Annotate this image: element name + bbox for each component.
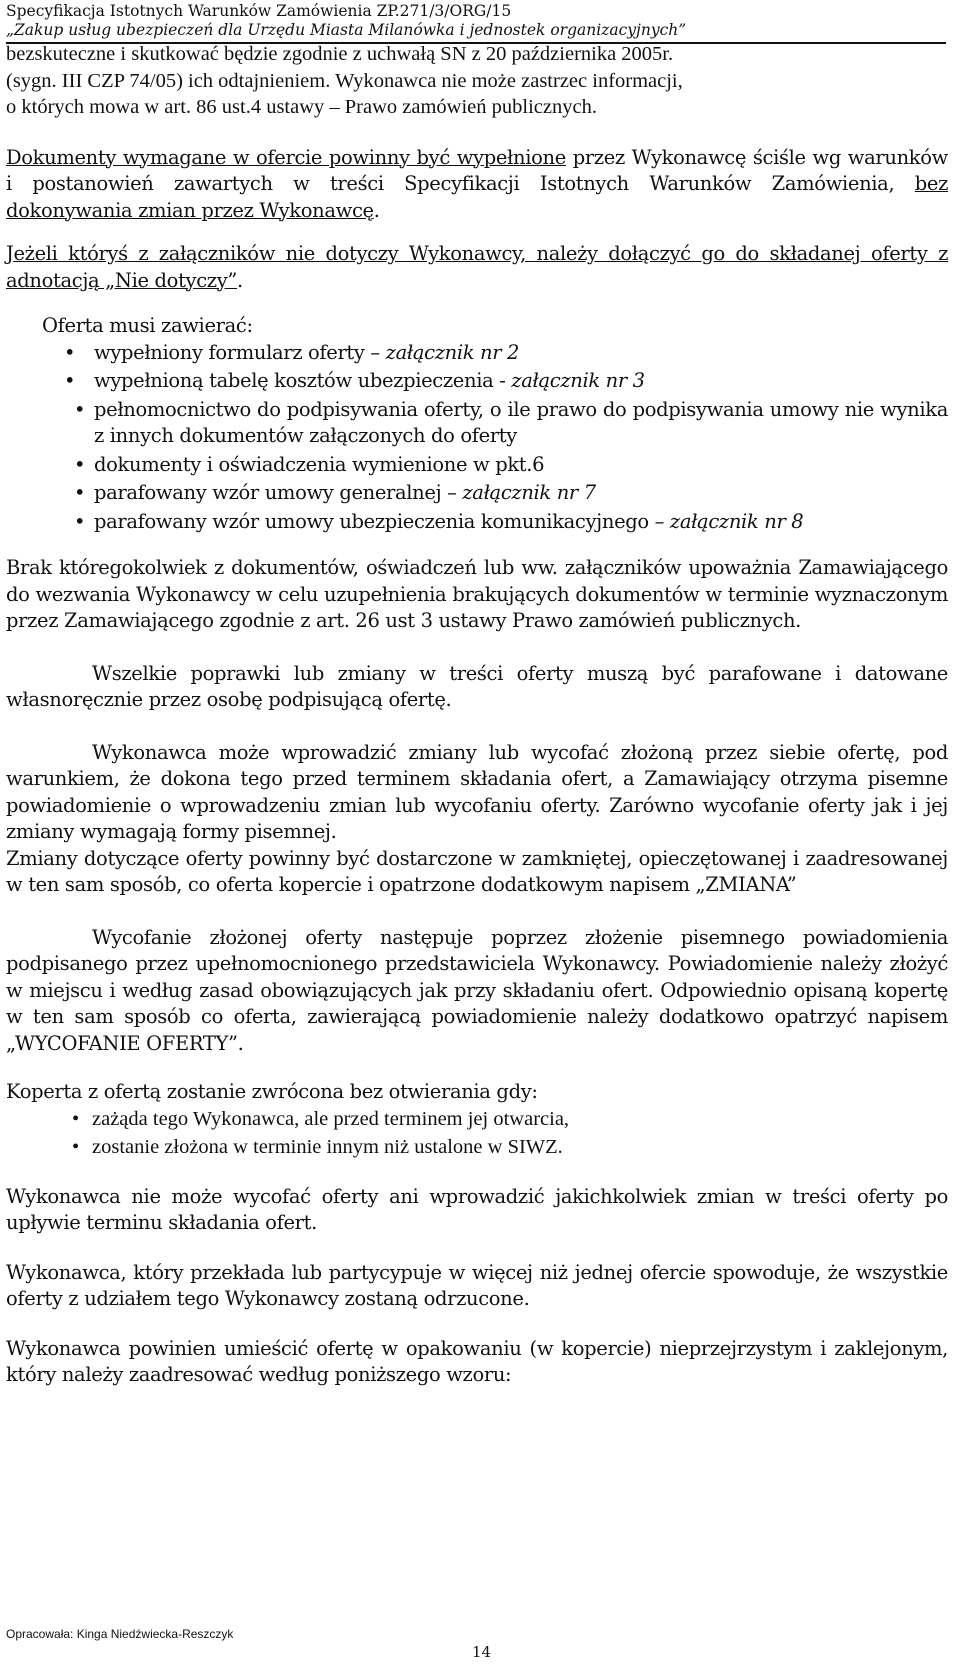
bullet-icon: • [74, 397, 86, 421]
paragraph-zmiany: Zmiany dotyczące oferty powinny być dostarczone w zamkniętej, opieczętowanej i zaadresowanej w ten sam sposób, co oferta kopercie i opatrzone dodatkowym napisem „ZMIANA” [6, 846, 948, 896]
list-item: • zostanie złożona w terminie innym niż ustalone w SIWZ. [6, 1134, 948, 1161]
jezeli-underlined: Jeżeli któryś z załączników nie dotyczy Wykonawcy, należy dołączyć go do składanej oferty z adnotacją „Nie dotyczy” [6, 242, 948, 292]
dokumenty-text-1: przez Wykonawcę ściśle wg warunków i postanowień zawartych w treści Specyfikacji Istotnych Warunków Zamówienia, [6, 145, 948, 195]
list-item: • wypełnioną tabelę kosztów ubezpieczenia - załącznik nr 3 [6, 368, 948, 395]
list-item: • pełnomocnictwo do podpisywania oferty, o ile prawo do podpisywania umowy nie wynika z innych dokumentów załączonych do oferty [74, 397, 948, 447]
jezeli-text: . [237, 268, 243, 292]
header-title: Specyfikacja Istotnych Warunków Zamówienia ZP.271/3/ORG/15 [6, 2, 512, 20]
paragraph-opakowanie: Wykonawca powinien umieścić ofertę w opakowaniu (w kopercie) nieprzejrzystym i zaklejonym, który należy zaadresować według poniższego wzoru: [6, 1336, 948, 1386]
bullet-icon: • [64, 369, 76, 392]
paragraph-nie-moze: Wykonawca nie może wycofać oferty ani wprowadzić jakichkolwiek zmian w treści oferty po upływie terminu składania ofert. [6, 1184, 948, 1234]
list-item: • parafowany wzór umowy generalnej – załącznik nr 7 [6, 480, 948, 507]
bullet-icon: • [74, 481, 86, 504]
page-number: 14 [472, 1643, 492, 1661]
dokumenty-underlined-2: bez dokonywania zmian przez Wykonawcę [6, 172, 948, 222]
paragraph-poprawki: Wszelkie poprawki lub zmiany w treści oferty muszą być parafowane i datowane własnoręcznie przez osobę podpisującą ofertę. [6, 661, 948, 711]
bullet-icon: • [72, 1107, 80, 1130]
list-item: • zażąda tego Wykonawca, ale przed terminem jej otwarcia, [6, 1106, 948, 1133]
footer-author: Opracowała: Kinga Niedźwiecka-Reszczyk [6, 1627, 234, 1641]
bullet-icon: • [74, 452, 86, 476]
paragraph-dokumenty [6, 145, 948, 225]
header-subtitle: „Zakup usług ubezpieczeń dla Urzędu Miasta Milanówka i jednostek organizacyjnych” [6, 21, 687, 39]
koperta-heading: Koperta z ofertą zostanie zwrócona bez otwierania gdy: [6, 1080, 538, 1103]
dokumenty-underlined-1: Dokumenty wymagane w ofercie powinny być wypełnione [6, 145, 566, 169]
paragraph-wycofanie: Wycofanie złożonej oferty następuje poprzez złożenie pisemnego powiadomienia podpisanego przez upełnomocnionego przedstawiciela Wykonawcy. Powiadomienie należy złożyć w miejscu i według zasad obowiązujących jak przy składaniu ofert. Odpowiednio opisaną kopertę w ten sam sposób co oferta, zawierającą powiadomienie należy dodatkowo opatrzyć napisem „WYCOFANIE OFERTY”. [6, 925, 948, 1055]
document-body [6, 40, 948, 1389]
paragraph-przeklada: Wykonawca, który przekłada lub partycypuje w więcej niż jednej ofercie spowoduje, że wszystkie oferty z udziałem tego Wykonawcy zostaną odrzucone. [6, 1260, 948, 1310]
list-item: • wypełniony formularz oferty – załącznik nr 2 [6, 340, 948, 367]
bullet-icon: • [74, 509, 86, 533]
paragraph-intro [6, 41, 948, 121]
dokumenty-text-2: . [373, 198, 380, 222]
bullet-icon: • [64, 340, 76, 364]
list-item: • parafowany wzór umowy ubezpieczenia komunikacyjnego – załącznik nr 8 [6, 509, 948, 536]
intro-line-2: (sygn. III CZP 74/05) ich odtajnieniem. Wykonawca nie może zastrzec informacji, [6, 69, 683, 92]
paragraph-brak: Brak któregokolwiek z dokumentów, oświadczeń lub ww. załączników upoważnia Zamawiającego do wezwania Wykonawcy w celu uzupełnienia brakujących dokumentów w terminie wyznaczonym przez Zamawiającego zgodnie z art. 26 ust 3 ustawy Prawo zamówień publicznych. [6, 556, 948, 632]
oferta-heading: Oferta musi zawierać: [42, 314, 253, 337]
intro-line-3: o których mowa w art. 86 ust.4 ustawy – Prawo zamówień publicznych. [6, 96, 597, 118]
paragraph-wycofac: Wykonawca może wprowadzić zmiany lub wycofać złożoną przez siebie ofertę, pod warunkiem, że dokona tego przed terminem składania ofert, a Zamawiający otrzyma pisemne powiadomienie o wprowadzeniu zmian lub wycofaniu oferty. Zarówno wycofanie oferty jak i jej zmiany wymagają formy pisemnej. [6, 740, 948, 843]
list-item: • dokumenty i oświadczenia wymienione w pkt.6 [6, 452, 948, 479]
bullet-icon: • [72, 1136, 80, 1158]
page-header [6, 2, 951, 40]
koperta-list [6, 1106, 948, 1161]
paragraph-jezeli [6, 241, 948, 294]
oferta-list [6, 340, 948, 536]
intro-line-1: bezskuteczne i skutkować będzie zgodnie z uchwałą SN z 20 października 2005r. [6, 43, 674, 65]
